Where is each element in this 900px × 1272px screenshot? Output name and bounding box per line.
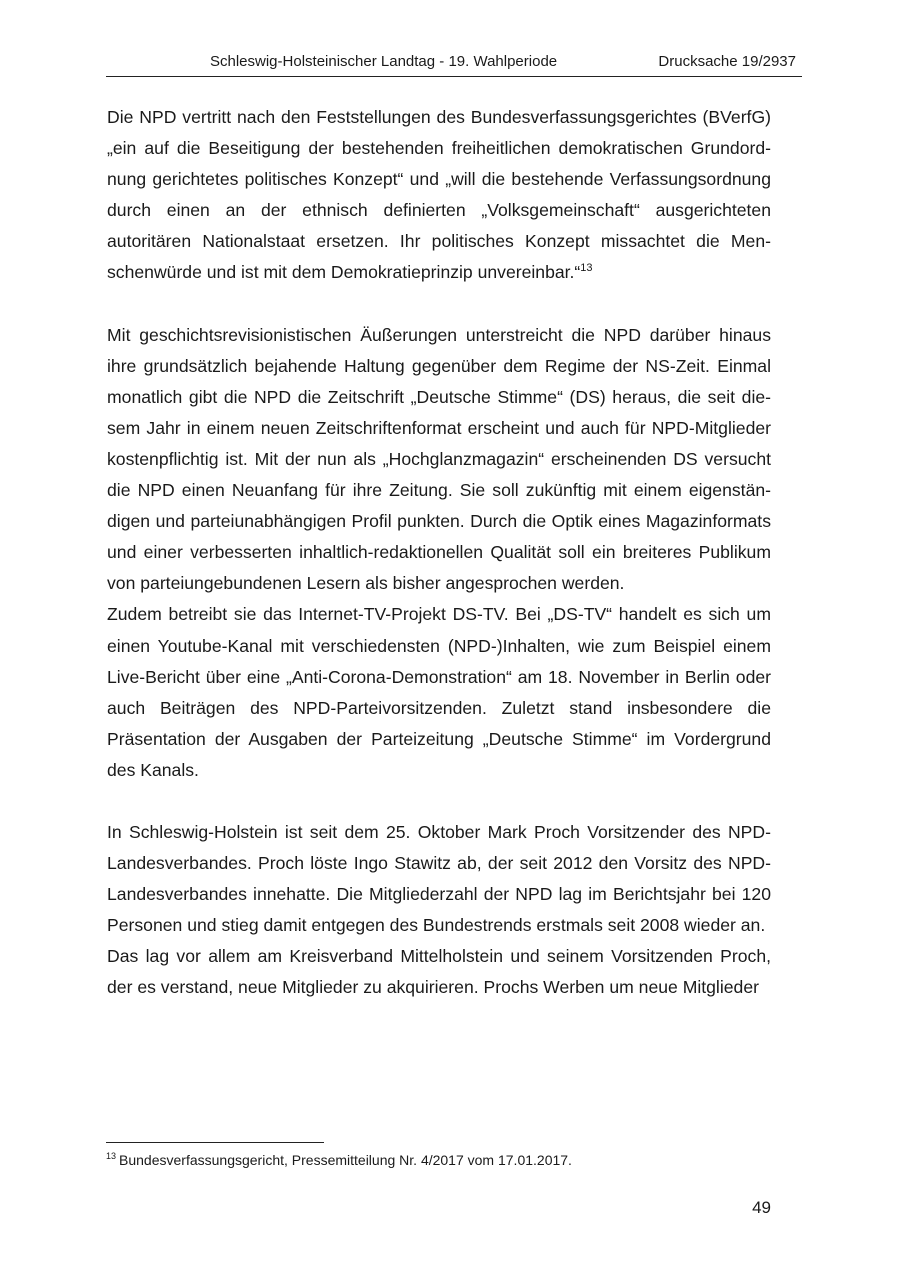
body-text [107,102,771,1004]
header-doc-number: Drucksache 19/2937 [658,53,796,70]
page-number: 49 [752,1198,771,1217]
header-title: Schleswig-Holsteinischer Landtag - 19. Wahlperiode [210,53,558,70]
footnote-text: Bundesverfassungsgericht, Pressemitteilung Nr. 4/2017 vom 17.01.2017. [119,1152,572,1168]
paragraph-deutsche-stimme: Mit geschichtsrevisionistischen Äußerungen unterstreicht die NPD darüber hinaus ihre grundsätzlich bejahende Haltung gegenüber dem Regime der NS-Zeit. Einmal monatlich gibt die NPD die Zeitschrift „Deutsche Stimme“ (DS) heraus, die seit diesem Jahr in einem neuen Zeitschriftenformat erscheint und auch für NPD-Mitglieder kostenpflichtig ist. Mit der nun als „Hochglanzmagazin“ erscheinenden DS versucht die NPD einen Neuanfang für ihre Zeitung. Sie soll zukünftig mit einem eigenständigen und parteiunabhängigen Profil punkten. Durch die Optik eines Magazinformats und einer verbesserten inhaltlich-redaktionellen Qualität soll ein breiteres Publikum von parteiungebundenen Lesern als bisher angesprochen werden. [107,324,771,594]
paragraph-landesverband: In Schleswig-Holstein ist seit dem 25. Oktober Mark Proch Vorsitzender des NPD-Landesverbandes. Proch löste Ingo Stawitz ab, der seit 2012 den Vorsitz des NPD-Landesverbandes innehatte. Die Mitgliederzahl der NPD lag im Berichtsjahr bei 120 Personen und stieg damit entgegen des Bundestrends erstmals seit 2008 wieder an. [107,821,771,936]
paragraph-kreisverband: Das lag vor allem am Kreisverband Mittelholstein und seinem Vorsitzenden Proch, der es verstand, neue Mitglieder zu akquirieren. Prochs Werben um neue Mitglieder [107,946,771,998]
page-header [106,50,802,77]
footnote-reference: 13 [580,262,593,275]
paragraph-text: Die NPD vertritt nach den Feststellungen des Bundesverfassungsgerichtes (BVerfG) „ein auf die Beseitigung der bestehenden freiheitlichen demokratischen Grundordnung gerichtetes politisches Konzept“ und „will die bestehende Verfassungsordnung durch einen an der ethnisch definierten „Volksgemeinschaft“ ausgerichteten autoritären Nationalstaat ersetzen. Ihr politisches Konzept missachtet die Menschenwürde und ist mit dem Demokratieprinzip unvereinbar.“ [107,107,771,283]
footnote-divider [106,1142,324,1143]
paragraph-ds-tv: Zudem betreibt sie das Internet-TV-Projekt DS-TV. Bei „DS-TV“ handelt es sich um einen Youtube-Kanal mit verschiedensten (NPD-)Inhalten, wie zum Beispiel einem Live-Bericht über eine „Anti-Corona-Demonstration“ am 18. November in Berlin oder auch Beiträgen des NPD-Parteivorsitzenden. Zuletzt stand insbesondere die Präsentation der Ausgaben der Parteizeitung „Deutsche Stimme“ im Vordergrund des Kanals. [107,604,771,780]
footnote [106,1151,572,1169]
paragraph-bverfg [107,102,771,289]
footnote-number: 13 [106,1151,117,1162]
